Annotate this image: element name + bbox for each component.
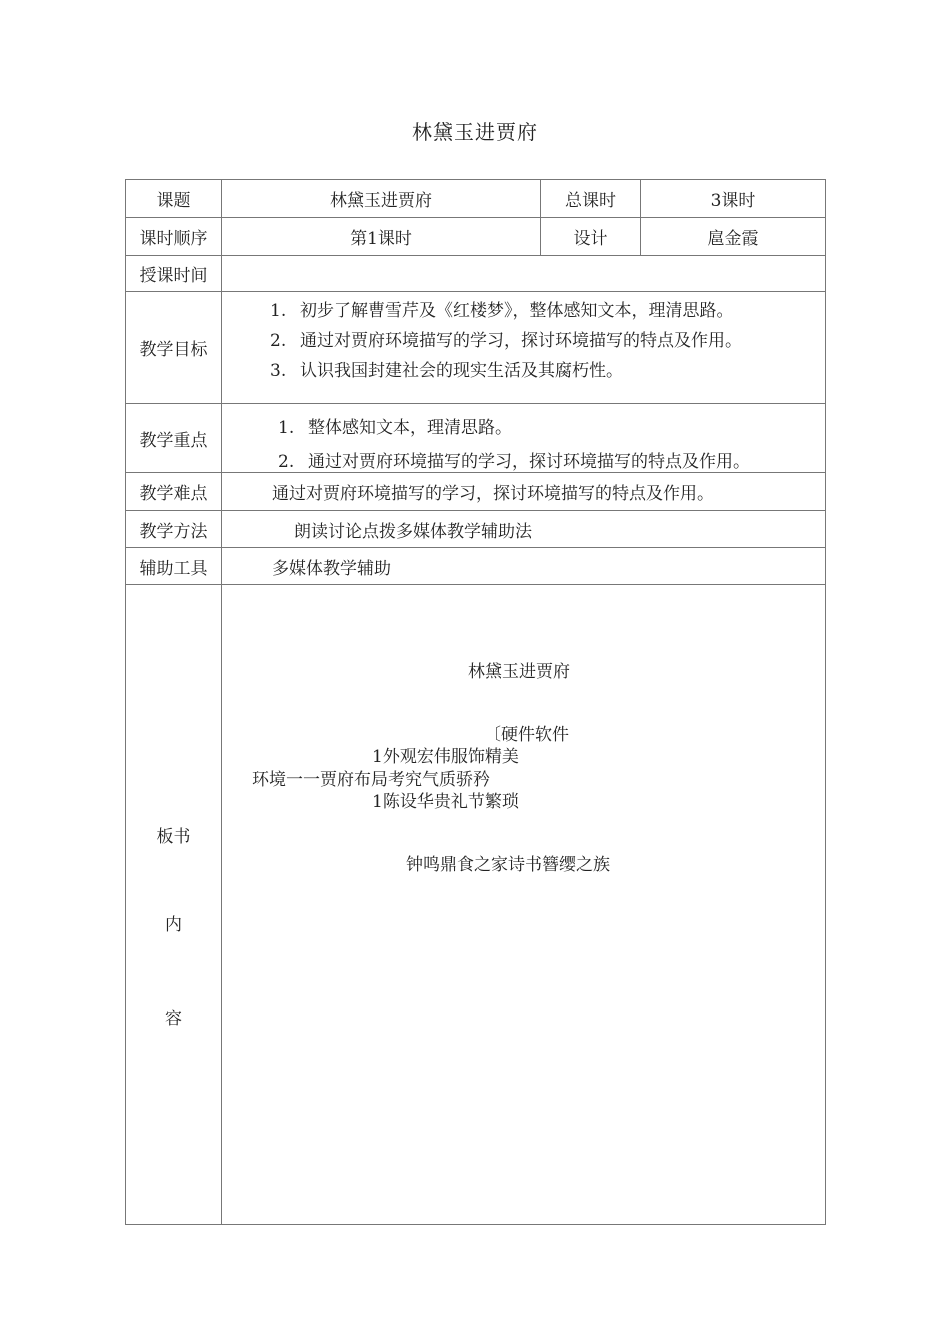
board-line-hardware-software: 〔硬件软件 bbox=[484, 725, 569, 745]
goals-list bbox=[222, 296, 825, 386]
list-item: 2. 通过对贾府环境描写的学习，探讨环境描写的特点及作用。 bbox=[278, 452, 750, 472]
key-points-list bbox=[222, 413, 825, 472]
goals-label: 教学目标 bbox=[126, 292, 222, 404]
board-line-exterior: 1外观宏伟服饰精美 bbox=[372, 747, 519, 767]
page-title: 林黛玉进贾府 bbox=[412, 120, 538, 144]
table-row bbox=[126, 404, 826, 473]
tools-label: 辅助工具 bbox=[126, 548, 222, 585]
difficulty-label: 教学难点 bbox=[126, 473, 222, 511]
table-row bbox=[126, 511, 826, 548]
table-row bbox=[126, 585, 826, 1225]
key-points-label: 教学重点 bbox=[126, 404, 222, 473]
board-line-environment: 环境一一贾府布局考究气质骄矜 bbox=[252, 770, 490, 790]
table-row bbox=[126, 256, 826, 292]
board-label-cell bbox=[126, 585, 222, 1225]
lesson-plan-table bbox=[125, 179, 826, 1225]
difficulty-value: 通过对贾府环境描写的学习，探讨环境描写的特点及作用。 bbox=[222, 473, 826, 511]
topic-value: 林黛玉进贾府 bbox=[222, 180, 541, 218]
designer-label: 设计 bbox=[541, 218, 641, 256]
table-row bbox=[126, 292, 826, 404]
lesson-order-value: 第1课时 bbox=[222, 218, 541, 256]
class-time-value bbox=[222, 256, 826, 292]
list-item: 1. 初步了解曹雪芹及《红楼梦》，整体感知文本，理清思路。 bbox=[270, 301, 734, 321]
tools-value: 多媒体教学辅助 bbox=[222, 548, 826, 585]
total-hours-label: 总课时 bbox=[541, 180, 641, 218]
table-row bbox=[126, 180, 826, 218]
board-title: 林黛玉进贾府 bbox=[468, 662, 570, 682]
designer-value: 扈金霞 bbox=[641, 218, 826, 256]
board-line-furnishing: 1陈设华贵礼节繁琐 bbox=[372, 792, 519, 812]
method-label: 教学方法 bbox=[126, 511, 222, 548]
table-row bbox=[126, 218, 826, 256]
topic-label: 课题 bbox=[126, 180, 222, 218]
board-label-char: 容 bbox=[165, 1009, 182, 1029]
board-label-char: 内 bbox=[165, 915, 182, 935]
list-item: 1. 整体感知文本，理清思路。 bbox=[278, 418, 512, 438]
board-line-family: 钟鸣鼎食之家诗书簪缨之族 bbox=[406, 855, 610, 875]
list-item: 3. 认识我国封建社会的现实生活及其腐朽性。 bbox=[270, 361, 623, 381]
lesson-order-label: 课时顺序 bbox=[126, 218, 222, 256]
method-value: 朗读讨论点拨多媒体教学辅助法 bbox=[222, 511, 826, 548]
table-row bbox=[126, 548, 826, 585]
board-label-char: 板书 bbox=[156, 827, 191, 847]
goals-content bbox=[222, 292, 826, 404]
list-item: 2. 通过对贾府环境描写的学习，探讨环境描写的特点及作用。 bbox=[270, 331, 742, 351]
table-row bbox=[126, 473, 826, 511]
key-points-content bbox=[222, 404, 826, 473]
class-time-label: 授课时间 bbox=[126, 256, 222, 292]
board-content-cell bbox=[222, 585, 826, 1225]
total-hours-value: 3课时 bbox=[641, 180, 826, 218]
